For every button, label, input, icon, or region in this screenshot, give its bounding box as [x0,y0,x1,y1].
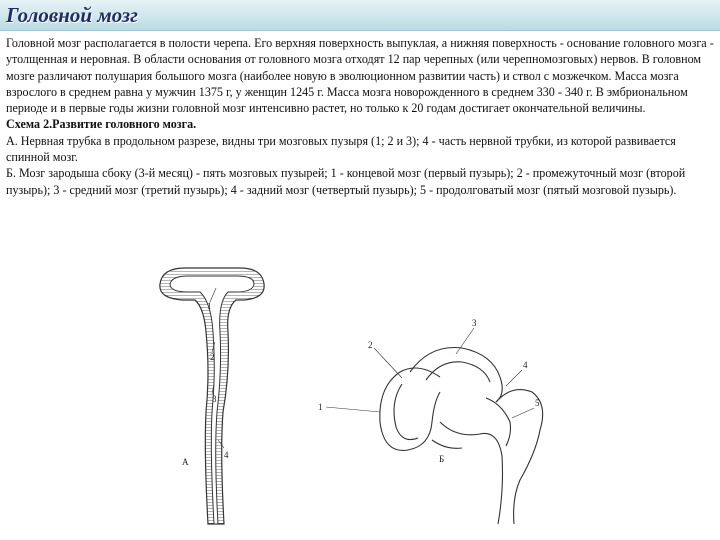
tube-caption-a: А [182,457,189,467]
tube-label-4: 4 [224,450,229,460]
slide-title: Головной мозг [6,3,138,27]
brain-label-1: 1 [318,402,323,412]
brain-label-4: 4 [523,360,528,370]
intro-paragraph: Головной мозг располагается в полости черепа. Его верхняя поверхность выпуклая, а нижняя поверхность - основание головного мозга - утолщенная и неровная. В области основания от головного мозга отходят 12 пар черепных (или черепномозговых) нервов. В головном мозге различают полушария большого мозга (наиболее новую в эволюционном развитии часть) и ствол с мозжечком. Масса мозга взрослого в среднем равна у мужчин 1375 г, у женщин 1245 г. Масса мозга новорожденного в среднем 330 - 340 г. В эмбриональном периоде и в первые годы жизни головной мозг интенсивно растет, но только к 20 годам достигает окончательной величины. [6,36,714,116]
tube-label-1: 1 [207,301,212,311]
scheme-item-a: А. Нервная трубка в продольном разрезе, видны три мозговых пузыря (1; 2 и 3); 4 - часть нервной трубки, из которой развивается спинной мозг. [6,133,676,165]
brain-label-5: 5 [535,398,540,408]
brain-label-3: 3 [472,318,477,328]
tube-label-2: 2 [210,352,215,362]
tube-label-3: 3 [212,394,217,404]
embryonic-brain-labels [318,318,540,464]
scheme-heading: Схема 2.Развитие головного мозга. [6,117,197,132]
brain-development-figure [140,262,560,532]
scheme-item-b: Б. Мозг зародыша сбоку (3-й месяц) - пять мозговых пузырей; 1 - концевой мозг (первый пузырь); 2 - промежуточный мозг (второй пузырь); 3 - средний мозг (третий пузырь); 4 - задний мозг (четвертый пузырь); 5 - продолговатый мозг (пятый мозговой пузырь). [6,166,686,197]
neural-tube-drawing [160,268,264,524]
title-bar [0,0,720,31]
figure-drawing [140,262,560,532]
brain-label-2: 2 [368,340,373,350]
body-text [6,35,714,198]
brain-caption-b: Б [439,454,445,464]
